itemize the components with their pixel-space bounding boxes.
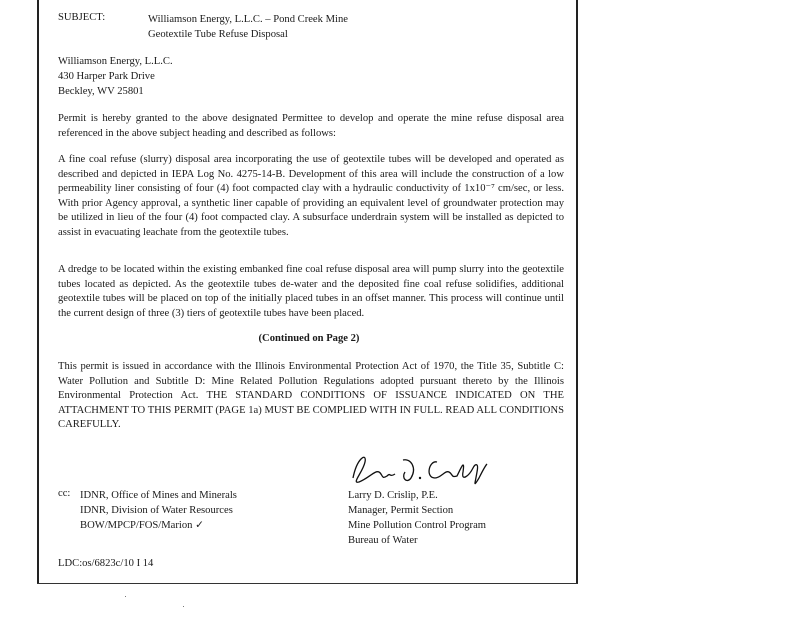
cc-item: IDNR, Division of Water Resources xyxy=(80,505,233,516)
continued-notice: (Continued on Page 2) xyxy=(258,333,360,344)
address-company: Williamson Energy, L.L.C. xyxy=(58,56,173,67)
handwritten-signature xyxy=(345,448,495,490)
reference-code: LDC:os/6823c/10 I 14 xyxy=(58,558,154,569)
page-border-left xyxy=(37,0,39,584)
permit-grant-paragraph: Permit is hereby granted to the above designated Permittee to develop and operate the mine refuse disposal area referenced in the above subject heading and described as follows: xyxy=(58,113,564,139)
signer-block xyxy=(348,488,486,548)
address-city: Beckley, WV 25801 xyxy=(58,86,144,97)
subject-line-1: Williamson Energy, L.L.C. – Pond Creek Mine xyxy=(148,14,348,25)
signer-title-1: Manager, Permit Section xyxy=(348,505,454,516)
address-street: 430 Harper Park Drive xyxy=(58,71,155,82)
cc-label: cc: xyxy=(58,488,71,499)
subject-heading xyxy=(148,12,348,42)
subject-label: SUBJECT: xyxy=(58,12,106,23)
signer-title-2: Mine Pollution Control Program xyxy=(348,520,487,531)
subject-line-2: Geotextile Tube Refuse Disposal xyxy=(148,29,288,40)
issuance-paragraph: This permit is issued in accordance with the Illinois Environmental Protection Act of 1970, the Title 35, Subtitle C: Water Pollution and Subtitle D: Mine Related Pollution Regulations adopted pursuant thereto by the Illinois Environmental Protection Act. THE STANDARD CONDITIONS OF ISSUANCE INDICATED ON THE ATTACHMENT TO THIS PERMIT (PAGE 1a) MUST BE COMPLIED WITH IN FULL. READ ALL CONDITIONS CAREFULLY. xyxy=(58,361,564,430)
scan-speck xyxy=(125,596,126,597)
dredge-paragraph: A dredge to be located within the existing embanked fine coal refuse disposal area will pump slurry into the geotextile tubes located as depicted. As the geotextile tubes de-water and the deposited fine coal refuse solidifies, additional geotextile tubes will be placed on top of the initially placed tubes in an offset manner. This process will continue until the current design of three (3) tiers of geotextile tubes have been placed. xyxy=(58,264,564,319)
description-paragraph: A fine coal refuse (slurry) disposal area incorporating the use of geotextile tubes will be developed and operated as described and depicted in IEPA Log No. 4275-14-B. Development of this area will include the construction of a low permeability liner consisting of four (4) foot compacted clay with a hydraulic conductivity of 1x10⁻⁷ cm/sec, or less. With prior Agency approval, a synthetic liner capable of providing an equivalent level of groundwater protection may be utilized in lieu of the four (4) foot compacted clay. A subsurface underdrain system will be installed as depicted to assist in evacuating leachate from the geotextile tubes. xyxy=(58,154,564,238)
page-border-right xyxy=(576,0,578,584)
cc-item: IDNR, Office of Mines and Minerals xyxy=(80,490,237,501)
signer-title-3: Bureau of Water xyxy=(348,535,418,546)
cc-item: BOW/MPCP/FOS/Marion ✓ xyxy=(80,520,204,531)
recipient-address xyxy=(58,54,173,99)
cc-list xyxy=(80,488,237,533)
signer-name: Larry D. Crislip, P.E. xyxy=(348,490,438,501)
page-border-bottom xyxy=(37,583,578,584)
scan-speck xyxy=(183,606,184,607)
